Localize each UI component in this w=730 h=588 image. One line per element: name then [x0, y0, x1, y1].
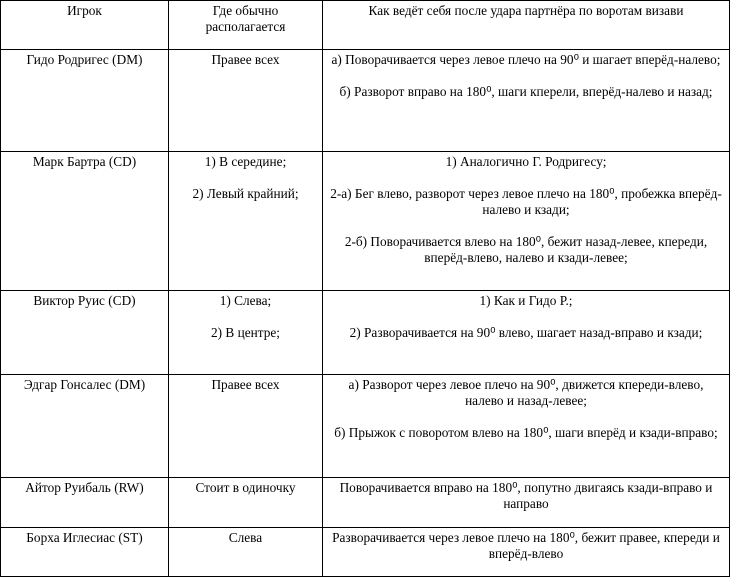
table-header-row	[1, 1, 730, 50]
player-cell: Борха Иглесиас (ST)	[1, 528, 169, 577]
header-player: Игрок	[1, 1, 169, 50]
player-cell: Гидо Родригес (DM)	[1, 50, 169, 152]
position-line: Правее всех	[211, 52, 280, 67]
position-cell	[169, 478, 323, 528]
behavior-line: 2) Разворачивается на 90⁰ влево, шагает назад-вправо и кзади;	[349, 325, 703, 340]
behavior-cell	[323, 478, 730, 528]
player-cell: Айтор Руибаль (RW)	[1, 478, 169, 528]
player-cell: Виктор Руис (CD)	[1, 291, 169, 375]
behavior-line: 2-б) Поворачивается влево на 180⁰, бежит назад-левее, кпереди, вперёд-влево, налево и кзади-левее;	[344, 234, 708, 265]
behavior-cell	[323, 528, 730, 577]
behavior-line: а) Поворачивается через левое плечо на 90⁰ и шагает вперёд-налево;	[331, 52, 721, 67]
position-cell	[169, 528, 323, 577]
behavior-line: Поворачивается вправо на 180⁰, попутно двигаясь кзади-вправо и направо	[339, 480, 713, 511]
position-cell	[169, 291, 323, 375]
behavior-cell	[323, 50, 730, 152]
position-line: 2) В центре;	[211, 325, 280, 340]
position-line: 2) Левый крайний;	[192, 186, 299, 201]
behavior-cell	[323, 291, 730, 375]
table-row	[1, 291, 730, 375]
behavior-cell	[323, 152, 730, 291]
table-row	[1, 528, 730, 577]
behavior-cell	[323, 375, 730, 478]
behavior-line: 1) Как и Гидо Р.;	[479, 293, 573, 308]
behavior-line: а) Разворот через левое плечо на 90⁰, движется кпереди-влево, налево и назад-левее;	[348, 377, 704, 408]
behavior-line: б) Прыжок с поворотом влево на 180⁰, шаги вперёд и кзади-вправо;	[334, 425, 718, 440]
position-line: Правее всех	[211, 377, 280, 392]
position-line: Слева	[228, 530, 263, 545]
header-behavior: Как ведёт себя после удара партнёра по воротам визави	[323, 1, 730, 50]
position-cell	[169, 50, 323, 152]
position-cell	[169, 375, 323, 478]
table-row	[1, 50, 730, 152]
table-row	[1, 478, 730, 528]
behavior-line: 2-а) Бег влево, разворот через левое плечо на 180⁰, пробежка вперёд-налево и кзади;	[330, 186, 722, 217]
behavior-line: 1) Аналогично Г. Родригесу;	[445, 154, 607, 169]
table-row	[1, 375, 730, 478]
player-cell: Эдгар Гонсалес (DM)	[1, 375, 169, 478]
position-line: Стоит в одиночку	[195, 480, 296, 495]
header-position: Где обычно располагается	[169, 1, 323, 50]
position-line: 1) В середине;	[204, 154, 287, 169]
position-line: 1) Слева;	[219, 293, 272, 308]
position-cell	[169, 152, 323, 291]
behavior-line: б) Разворот вправо на 180⁰, шаги кперели, вперёд-налево и назад;	[339, 84, 713, 99]
player-cell: Марк Бартра (CD)	[1, 152, 169, 291]
behavior-line: Разворачивается через левое плечо на 180⁰, бежит правее, кпереди и вперёд-влево	[332, 530, 720, 561]
table-row	[1, 152, 730, 291]
